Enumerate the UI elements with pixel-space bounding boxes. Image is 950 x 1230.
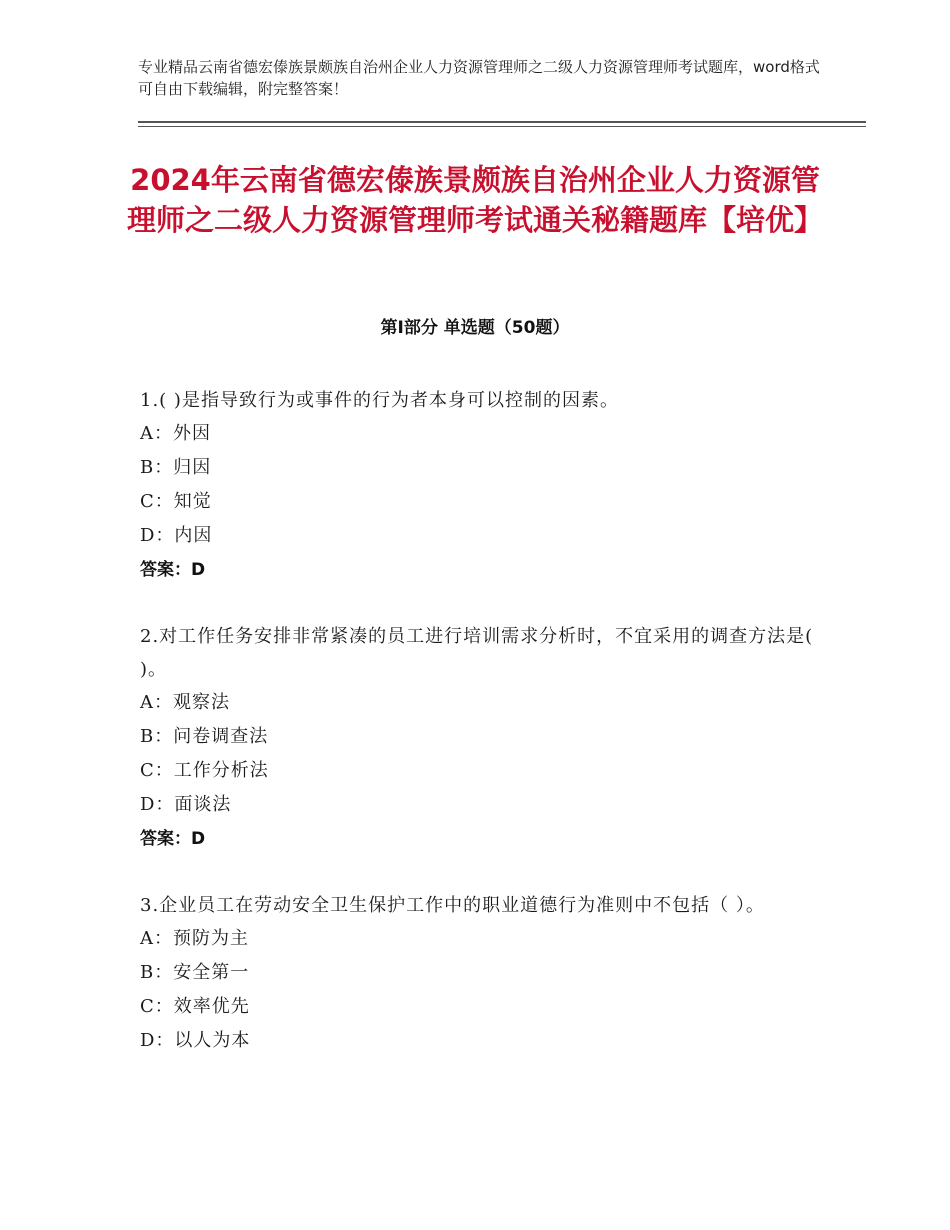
question-3 [140,889,820,1058]
question-stem: 2.对工作任务安排非常紧凑的员工进行培训需求分析时，不宜采用的调查方法是( )。 [140,626,814,680]
answer: 答案：D [140,829,206,849]
option-b: B：问卷调查法 [140,726,269,747]
option-a: A：观察法 [140,692,230,713]
section-title: 第Ⅰ部分 单选题（50题） [380,318,570,338]
option-b: B：安全第一 [140,962,250,983]
option-c: C：效率优先 [140,996,250,1017]
question-stem: 1.( )是指导致行为或事件的行为者本身可以控制的因素。 [140,390,619,411]
option-c: C：工作分析法 [140,760,269,781]
header-divider [138,121,866,127]
question-2 [140,620,820,856]
question-stem: 3.企业员工在劳动安全卫生保护工作中的职业道德行为准则中不包括（ ）。 [140,895,765,916]
option-d: D：内因 [140,525,213,546]
option-a: A：外因 [140,423,211,444]
option-c: C：知觉 [140,491,212,512]
option-d: D：以人为本 [140,1030,251,1051]
answer: 答案：D [140,560,206,580]
option-a: A：预防为主 [140,928,249,949]
document-title: 2024年云南省德宏傣族景颇族自治州企业人力资源管理师之二级人力资源管理师考试通关秘籍题库【培优】 [126,163,823,237]
question-list [140,384,820,1091]
option-b: B：归因 [140,457,212,478]
header-note: 专业精品云南省德宏傣族景颇族自治州企业人力资源管理师之二级人力资源管理师考试题库，word格式可自由下载编辑，附完整答案！ [138,58,820,98]
option-d: D：面谈法 [140,794,232,815]
question-1 [140,384,820,587]
